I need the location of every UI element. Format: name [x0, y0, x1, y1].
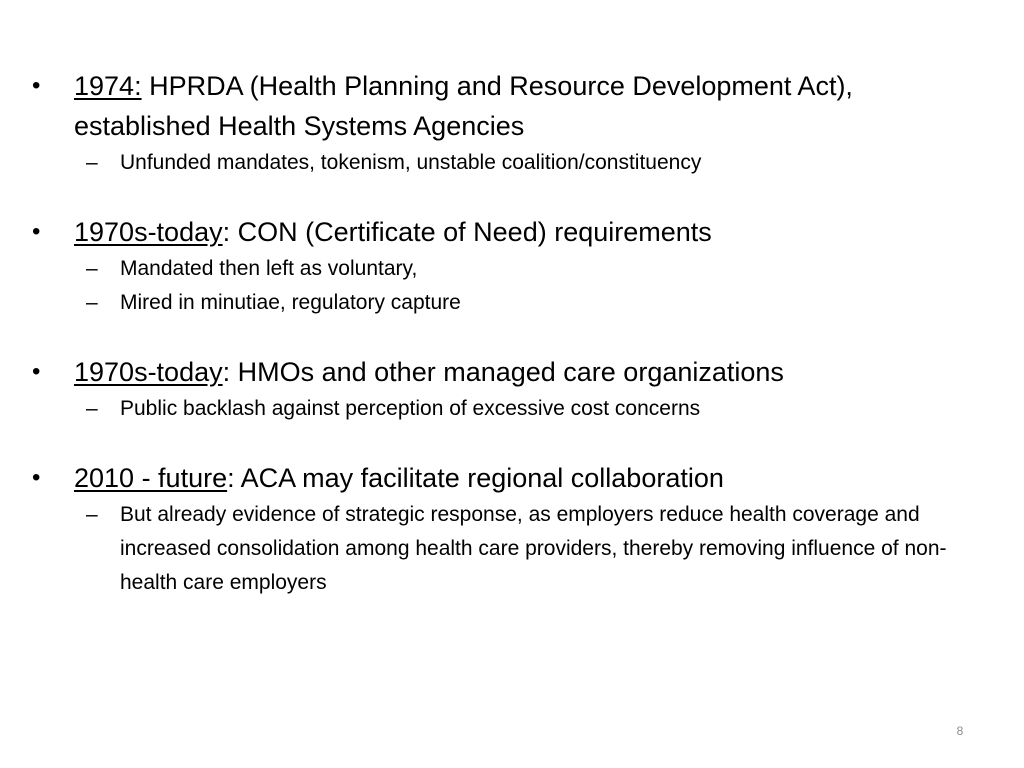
- dash-icon: –: [86, 291, 98, 314]
- bullet-dot-icon: •: [32, 464, 41, 491]
- sub-item: [30, 498, 980, 600]
- sub-item-text: But already evidence of strategic response, as employers reduce health coverage and increased consolidation among health care providers, thereby removing influence of non-health care employers: [120, 503, 947, 594]
- sub-list: [30, 252, 980, 320]
- sub-item: [30, 286, 980, 320]
- dash-icon: –: [86, 257, 98, 280]
- bullet-group-hmo: [30, 352, 980, 426]
- sub-item: [30, 146, 980, 180]
- sub-list: [30, 146, 980, 180]
- bullet-term: 1970s-today: [74, 217, 223, 247]
- sub-item: [30, 392, 980, 426]
- bullet-group-hprda: [30, 66, 980, 180]
- bullet-dot-icon: •: [32, 218, 41, 245]
- bullet-dot-icon: •: [32, 72, 41, 99]
- dash-icon: –: [86, 397, 98, 420]
- bullet-item: [30, 66, 980, 146]
- bullet-text: : ACA may facilitate regional collaboration: [227, 463, 724, 493]
- sub-item-text: Public backlash against perception of excessive cost concerns: [120, 397, 701, 420]
- bullet-list: [30, 66, 980, 632]
- bullet-item: [30, 212, 980, 252]
- sub-item: [30, 252, 980, 286]
- bullet-text: : CON (Certificate of Need) requirements: [222, 217, 712, 247]
- bullet-term: 1974:: [74, 71, 142, 101]
- bullet-item: [30, 458, 980, 498]
- bullet-text: HPRDA (Health Planning and Resource Development Act), established Health Systems Agencies: [74, 71, 853, 141]
- sub-item-text: Mired in minutiae, regulatory capture: [120, 291, 461, 314]
- sub-item-text: Unfunded mandates, tokenism, unstable coalition/constituency: [120, 151, 702, 174]
- sub-item-text: Mandated then left as voluntary,: [120, 257, 418, 280]
- bullet-text: : HMOs and other managed care organizations: [222, 357, 784, 387]
- dash-icon: –: [86, 503, 98, 526]
- bullet-term: 2010 - future: [74, 463, 228, 493]
- sub-list: [30, 498, 980, 600]
- bullet-term: 1970s-today: [74, 357, 223, 387]
- bullet-group-con: [30, 212, 980, 320]
- bullet-group-aca: [30, 458, 980, 600]
- dash-icon: –: [86, 151, 98, 174]
- bullet-dot-icon: •: [32, 358, 41, 385]
- sub-list: [30, 392, 980, 426]
- page-number: 8: [956, 724, 964, 738]
- bullet-item: [30, 352, 980, 392]
